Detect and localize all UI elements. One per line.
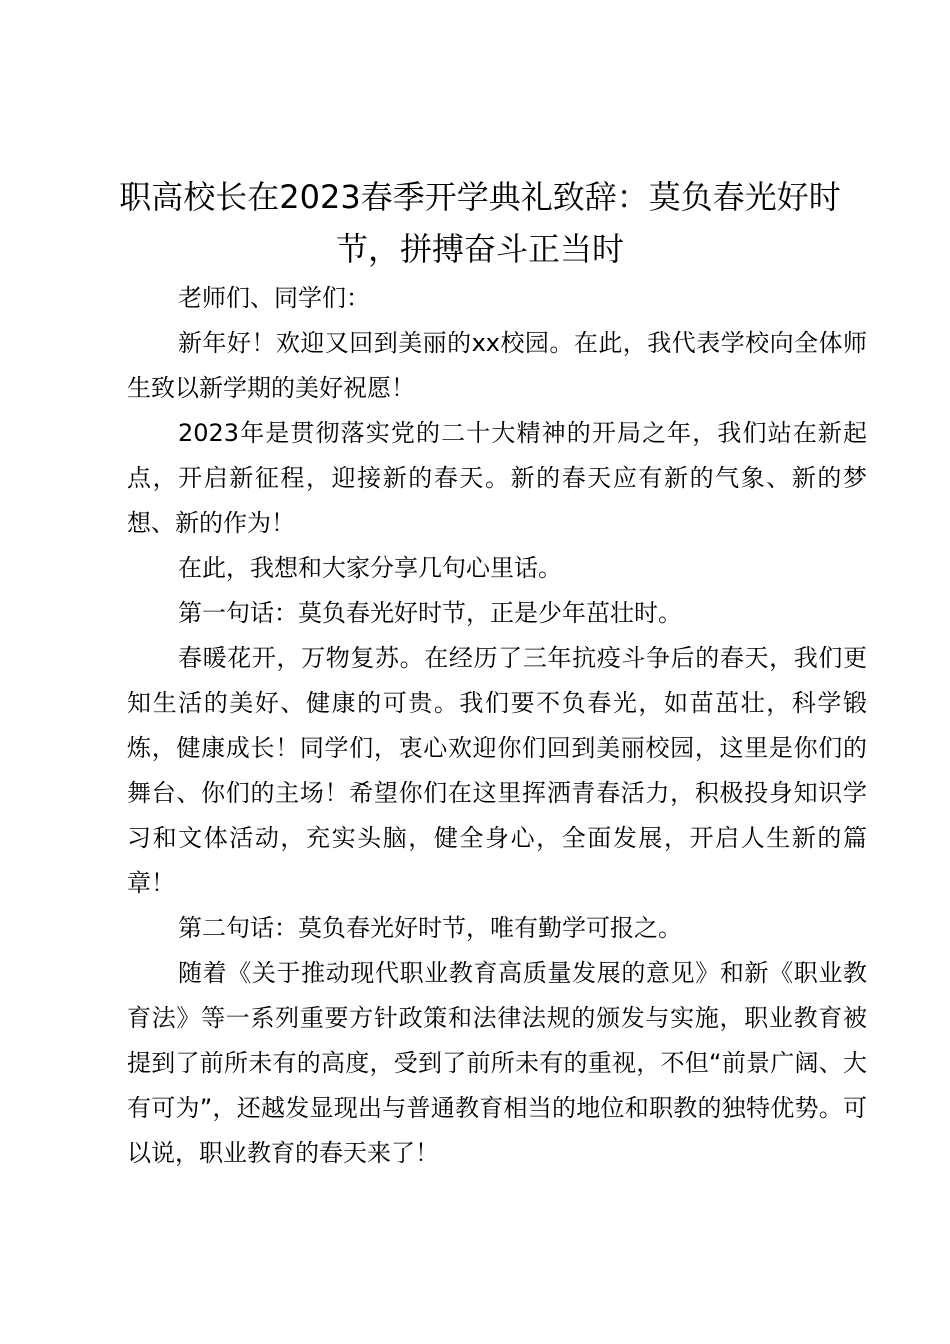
paragraph-welcome: 新年好！欢迎又回到美丽的xx校园。在此，我代表学校向全体师生致以新学期的美好祝愿！	[127, 329, 867, 402]
paragraph-greeting: 老师们、同学们：	[178, 284, 370, 312]
paragraph-vocational-education: 随着《关于推动现代职业教育高质量发展的意见》和新《职业教育法》等一系列重要方针政策和法律法规的颁发与实施，职业教育被提到了前所未有的高度，受到了前所未有的重视，不但“前景广阔、大有可为”，还越发显现出与普通教育相当的地位和职教的独特优势。可以说，职业教育的春天来了！	[127, 959, 867, 1167]
paragraph-share: 在此，我想和大家分享几句心里话。	[178, 554, 562, 582]
document-body	[127, 276, 867, 1176]
document-title: 职高校长在2023春季开学典礼致辞：莫负春光好时节，拼搏奋斗正当时	[119, 178, 841, 268]
paragraph-spring: 春暖花开，万物复苏。在经历了三年抗疫斗争后的春天，我们更知生活的美好、健康的可贵。我们要不负春光，如苗茁壮，科学锻炼，健康成长！同学们，衷心欢迎你们回到美丽校园，这里是你们的舞台、你们的主场！希望你们在这里挥洒青春活力，积极投身知识学习和文体活动，充实头脑，健全身心，全面发展，开启人生新的篇章！	[127, 644, 867, 897]
paragraph-second-point: 第二句话：莫负春光好时节，唯有勤学可报之。	[178, 914, 682, 942]
paragraph-2023: 2023年是贯彻落实党的二十大精神的开局之年，我们站在新起点，开启新征程，迎接新的春天。新的春天应有新的气象、新的梦想、新的作为！	[127, 419, 867, 537]
paragraph-first-point: 第一句话：莫负春光好时节，正是少年茁壮时。	[178, 599, 682, 627]
